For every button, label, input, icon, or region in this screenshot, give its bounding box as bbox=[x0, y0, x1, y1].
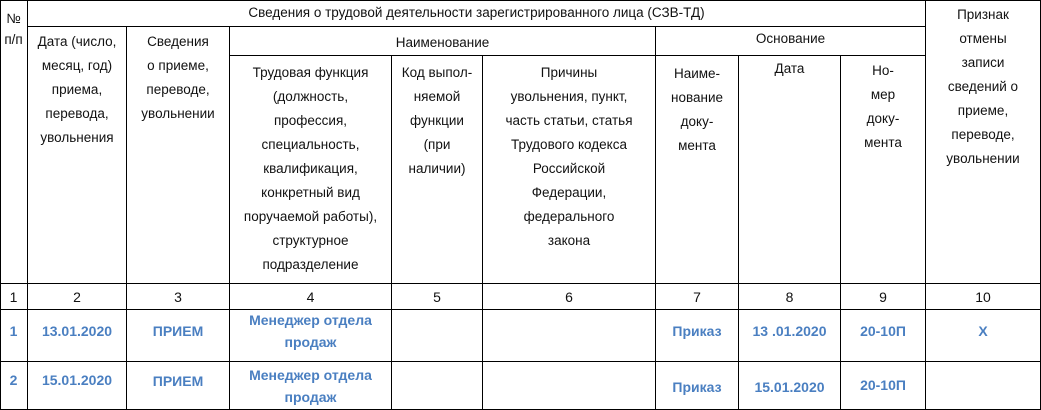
row-info: ПРИЕМ bbox=[152, 323, 204, 339]
column-number: 4 bbox=[306, 289, 315, 305]
row-cancel: Х bbox=[978, 323, 988, 339]
column-number: 6 bbox=[565, 289, 573, 305]
row-function: Менеджер отдела продаж bbox=[249, 312, 372, 350]
column-number: 8 bbox=[785, 289, 794, 305]
column-number: 10 bbox=[975, 289, 991, 305]
row-info: ПРИЕМ bbox=[152, 373, 204, 389]
row-doc-number: 20-10П bbox=[860, 323, 906, 339]
column-number: 9 bbox=[879, 289, 887, 305]
header-col-num: № п/п bbox=[4, 11, 23, 47]
column-number: 5 bbox=[433, 289, 441, 305]
grid-line bbox=[0, 283, 1041, 284]
column-number: 7 bbox=[693, 289, 701, 305]
header-group-name: Наименование bbox=[395, 35, 490, 50]
row-doc-name: Приказ bbox=[672, 323, 722, 339]
grid-line bbox=[0, 309, 1041, 310]
grid-line bbox=[0, 0, 1, 410]
column-number: 3 bbox=[174, 289, 182, 305]
header-col-date: Дата (число, месяц, год) приема, перевода, увольнения bbox=[37, 34, 117, 145]
header-col-info: Сведения о приеме, переводе, увольнении bbox=[141, 34, 215, 121]
header-group-basis: Основание bbox=[755, 31, 826, 46]
row-date: 15.01.2020 bbox=[41, 372, 113, 388]
header-col-code: Код выпол- няемой функции (при наличии) bbox=[401, 65, 473, 176]
row-num: 1 bbox=[9, 323, 18, 339]
grid-line bbox=[0, 361, 1041, 362]
header-col-doc-date: Дата bbox=[774, 61, 805, 76]
header-col-function: Трудовая функция (должность, профессия, специальность, квалификация, конкретный вид поручаемой работы), структурное подразделение bbox=[243, 65, 378, 272]
row-function: Менеджер отдела продаж bbox=[249, 367, 372, 405]
header-col-doc-number: Но- мер доку- мента bbox=[864, 63, 902, 150]
header-col-cancel: Признак отмены записи сведений о приеме, переводе, увольнении bbox=[946, 7, 1020, 166]
grid-line bbox=[229, 55, 925, 56]
row-num: 2 bbox=[9, 372, 18, 388]
header-col-reasons: Причины увольнения, пункт, часть статьи, статья Трудового кодекса Российской Федерации, федерального закона bbox=[505, 65, 633, 248]
row-doc-number: 20-10П bbox=[860, 377, 906, 393]
grid-line bbox=[738, 55, 739, 410]
row-doc-date: 15.01.2020 bbox=[754, 379, 825, 395]
row-doc-date: 13 .01.2020 bbox=[752, 323, 827, 339]
row-date: 13.01.2020 bbox=[41, 323, 113, 339]
header-section-title: Сведения о трудовой деятельности зарегистрированного лица (СЗВ-ТД) bbox=[248, 5, 705, 20]
header-col-doc-name: Наиме- нование доку- мента bbox=[671, 66, 723, 153]
column-number: 2 bbox=[73, 289, 81, 305]
column-number: 1 bbox=[9, 289, 18, 305]
row-doc-name: Приказ bbox=[672, 379, 722, 395]
